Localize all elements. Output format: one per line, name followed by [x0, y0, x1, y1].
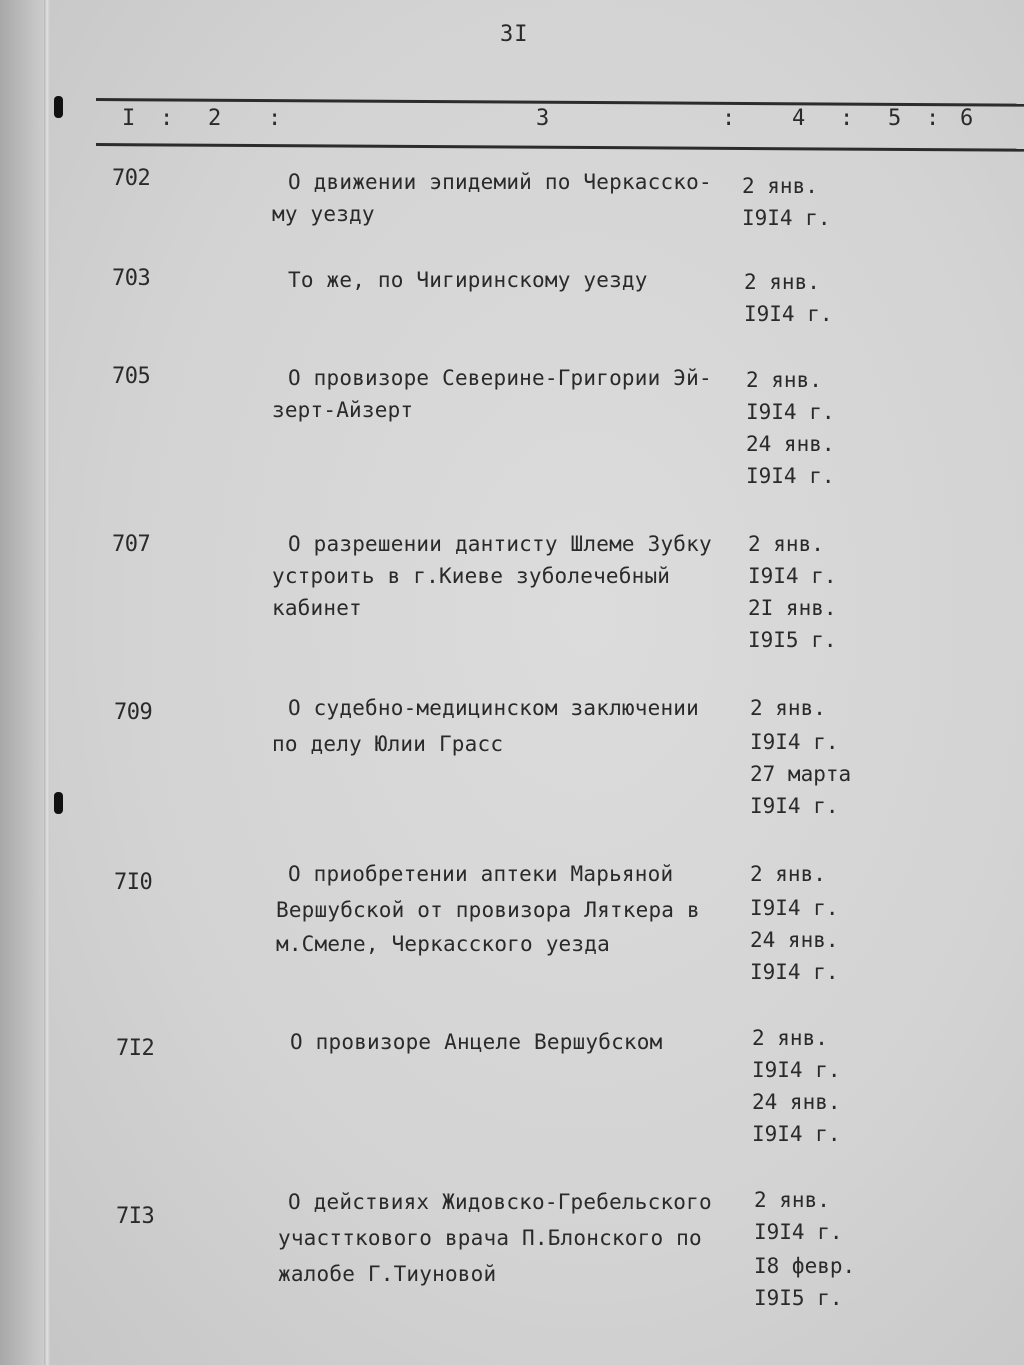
entry-title-line: О судебно-медицинском заключении	[288, 696, 699, 720]
entry-number: 703	[112, 266, 151, 291]
entry-title-line: участткового врача П.Блонского по	[278, 1226, 702, 1250]
entry-title-line: О провизоре Анцеле Вершубском	[290, 1030, 663, 1054]
entry-title-line: О действиях Жидовско-Гребельского	[288, 1190, 712, 1214]
entry-number: 7I2	[116, 1036, 155, 1061]
entry-title-line: зерт-Айзерт	[272, 398, 414, 422]
entry-date-line: 24 янв.	[746, 432, 835, 456]
entry-number: 709	[114, 700, 153, 725]
left-page-edge	[0, 0, 48, 1365]
entry-date-line: I9I4 г.	[750, 960, 839, 984]
entry-number: 705	[112, 364, 151, 389]
entry-date-line: 2 янв.	[750, 862, 826, 886]
entry-date-line: I9I4 г.	[752, 1058, 841, 1082]
entry-date-line: I9I4 г.	[754, 1220, 843, 1244]
entry-date-line: I9I4 г.	[746, 400, 835, 424]
header-separator: :	[926, 106, 940, 131]
entry-title-line: му уезду	[272, 202, 375, 226]
entry-date-line: 24 янв.	[752, 1090, 841, 1114]
entry-date-line: 2 янв.	[742, 174, 818, 198]
header-col-3: 3	[536, 106, 550, 131]
entry-title-line: О провизоре Северине-Григории Эй-	[288, 366, 712, 390]
punch-hole-middle	[54, 792, 63, 814]
entry-number: 707	[112, 532, 151, 557]
entry-date-line: I9I4 г.	[750, 794, 839, 818]
entry-title-line: устроить в г.Киеве зуболечебный	[272, 564, 671, 588]
entry-title-line: О движении эпидемий по Черкасско-	[288, 170, 712, 194]
entry-date-line: I9I4 г.	[750, 896, 839, 920]
entry-date-line: 2 янв.	[754, 1188, 830, 1212]
entry-date-line: I9I4 г.	[746, 464, 835, 488]
entry-title-line: жалобе Г.Тиуновой	[278, 1262, 497, 1286]
entry-date-line: 2I янв.	[748, 596, 837, 620]
entry-date-line: 2 янв.	[744, 270, 820, 294]
entry-number: 7I3	[116, 1204, 155, 1229]
entry-date-line: 2 янв.	[746, 368, 822, 392]
entry-date-line: 2 янв.	[752, 1026, 828, 1050]
header-col-1: I	[122, 106, 136, 131]
entry-date-line: I9I5 г.	[748, 628, 837, 652]
entry-date-line: I9I4 г.	[748, 564, 837, 588]
header-separator: :	[268, 106, 282, 131]
entry-title-line: кабинет	[272, 596, 362, 620]
document-page	[50, 0, 1024, 1365]
entry-title-line: по делу Юлии Грасс	[272, 732, 504, 756]
entry-date-line: I9I4 г.	[742, 206, 831, 230]
entry-title-line: О приобретении аптеки Марьяной	[288, 862, 674, 886]
entry-title-line: м.Смеле, Черкасского уезда	[276, 932, 610, 956]
entry-date-line: I8 февр.	[754, 1254, 856, 1278]
entry-date-line: I9I4 г.	[752, 1122, 841, 1146]
entry-date-line: I9I4 г.	[750, 730, 839, 754]
header-separator: :	[160, 106, 174, 131]
entry-date-line: I9I4 г.	[744, 302, 833, 326]
entry-date-line: I9I5 г.	[754, 1286, 843, 1310]
entry-title-line: О разрешении дантисту Шлеме Зубку	[288, 532, 712, 556]
page-number: 3I	[500, 22, 529, 47]
header-col-6: 6	[960, 106, 974, 131]
entry-title-line: Вершубской от провизора Ляткера в	[276, 898, 700, 922]
entry-title-line: То же, по Чигиринскому уезду	[288, 268, 648, 292]
header-col-4: 4	[792, 106, 806, 131]
header-col-2: 2	[208, 106, 222, 131]
header-separator: :	[722, 106, 736, 131]
entry-date-line: 2 янв.	[748, 532, 824, 556]
entry-number: 702	[112, 166, 151, 191]
punch-hole-top	[54, 96, 63, 118]
header-col-5: 5	[888, 106, 902, 131]
entry-date-line: 27 марта	[750, 762, 852, 786]
header-separator: :	[840, 106, 854, 131]
entry-date-line: 2 янв.	[750, 696, 826, 720]
entry-number: 7I0	[114, 870, 153, 895]
entry-date-line: 24 янв.	[750, 928, 839, 952]
